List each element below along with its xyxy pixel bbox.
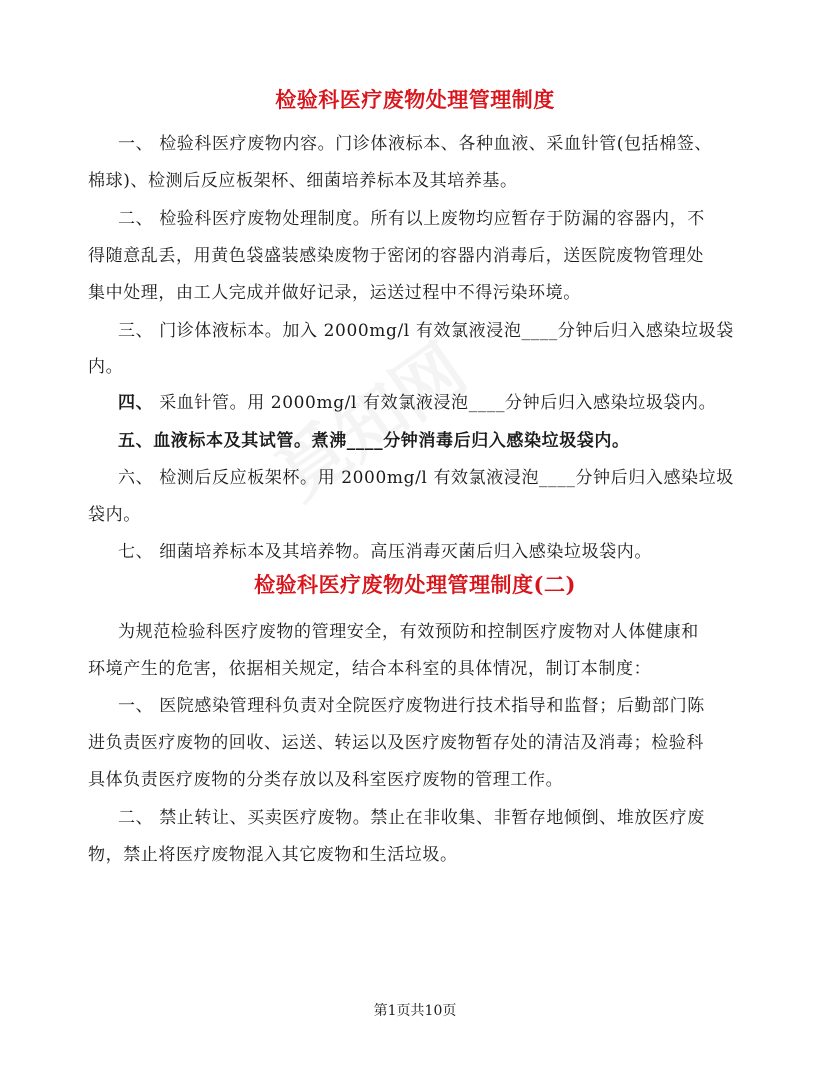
paragraph-2-line-3: 集中处理，由工人完成并做好记录，运送过程中不得污染环境。: [88, 283, 581, 303]
intro-line-2: 环境产生的危害，依据相关规定，结合本科室的具体情况，制订本制度：: [88, 659, 652, 679]
paragraph-7: 七、 细菌培养标本及其培养物。高压消毒灭菌后归入感染垃圾袋内。: [118, 542, 653, 562]
paragraph-4: [118, 388, 716, 413]
paragraph-1-line-2: 棉球)、检测后反应板架杯、细菌培养标本及其培养基。: [88, 171, 518, 191]
clause-2-line-2: 物，禁止将医疗废物混入其它废物和生活垃圾。: [88, 845, 458, 865]
paragraph-2-line-2: 得随意乱丢，用黄色袋盛装感染废物于密闭的容器内消毒后，送医院废物管理处: [88, 246, 704, 266]
paragraph-6-line-2: 袋内。: [88, 505, 141, 525]
paragraph-1-line-1: 一、 检验科医疗废物内容。门诊体液标本、各种血液、采血针管(包括棉签、: [118, 134, 713, 154]
paragraph-4-text: 采血针管。用 2000mg/l 有效氯液浸泡____分钟后归入感染垃圾袋内。: [153, 393, 717, 413]
document-title: 检验科医疗废物处理管理制度: [275, 87, 555, 112]
clause-1-line-3: 具体负责医疗废物的分类存放以及科室医疗废物的管理工作。: [88, 770, 564, 790]
paragraph-2-line-1: 二、 检验科医疗废物处理制度。所有以上废物均应暂存于防漏的容器内，不: [118, 209, 705, 229]
paragraph-3-line-2: 内。: [88, 357, 124, 377]
paragraph-5: 五、血液标本及其试管。煮沸____分钟消毒后归入感染垃圾袋内。: [118, 431, 630, 451]
paragraph-6-line-1: 六、 检测后反应板架杯。用 2000mg/l 有效氯液浸泡____分钟后归入感染垃圾: [118, 468, 734, 488]
clause-1-line-1: 一、 医院感染管理科负责对全院医疗废物进行技术指导和监督；后勤部门陈: [118, 696, 705, 716]
clause-1-line-2: 进负责医疗废物的回收、运送、转运以及医疗废物暂存处的清洁及消毒；检验科: [88, 733, 704, 753]
section-2-title: 检验科医疗废物处理管理制度(二): [254, 572, 576, 597]
intro-line-1: 为规范检验科医疗废物的管理安全，有效预防和控制医疗废物对人体健康和: [118, 622, 699, 642]
page-number-footer: 第1页共10页: [373, 1003, 457, 1019]
paragraph-4-label: 四、: [118, 393, 154, 413]
paragraph-3-line-1: 三、 门诊体液标本。加入 2000mg/l 有效氯液浸泡____分钟后归入感染垃圾袋: [118, 321, 734, 341]
clause-2-line-1: 二、 禁止转让、买卖医疗废物。禁止在非收集、非暂存地倾倒、堆放医疗废: [118, 808, 705, 828]
